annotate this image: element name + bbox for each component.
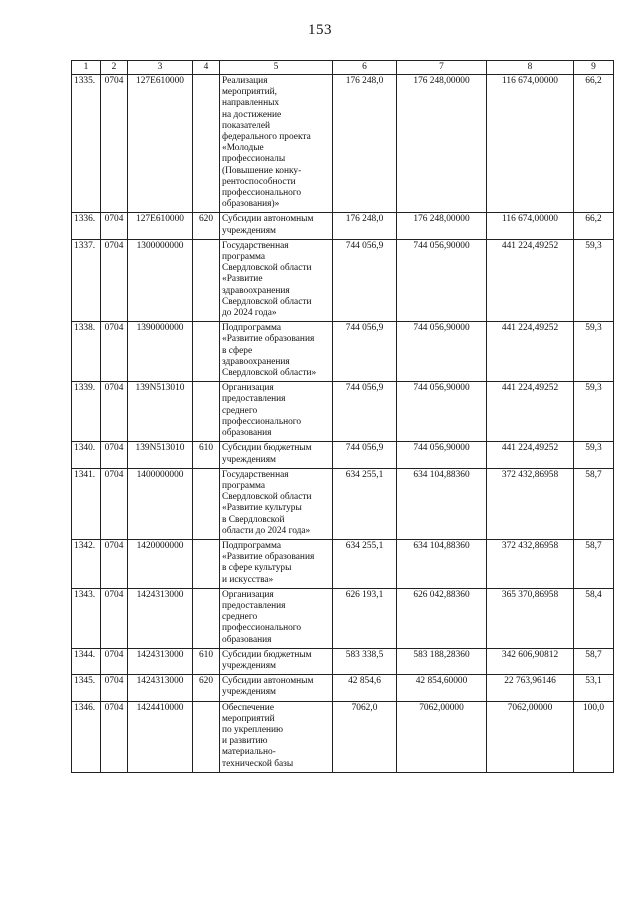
target-article-code: 1390000000 [128,322,193,382]
section-code: 0704 [101,322,128,382]
expense-type-code [193,539,220,588]
item-name: Государственная программа Свердловской области «Развитие культуры в Свердловской области до 2024 года» [220,468,333,539]
executed-amount: 365 370,86958 [487,588,574,648]
expense-type-code [193,239,220,321]
row-number: 1344. [72,648,101,674]
item-name: Государственная программа Свердловской области «Развитие здравоохранения Свердловской области до 2024 года» [220,239,333,321]
execution-percent: 59,3 [574,239,614,321]
approved-amount: 744 056,9 [333,239,397,321]
row-number: 1346. [72,701,101,772]
executed-amount: 441 224,49252 [487,382,574,442]
approved-amount: 744 056,9 [333,322,397,382]
table-row [72,588,614,648]
target-article-code: 139N513010 [128,442,193,468]
section-code: 0704 [101,213,128,239]
item-name: Субсидии автономным учреждениям [220,213,333,239]
item-name: Субсидии бюджетным учреждениям [220,648,333,674]
approved-amount: 42 854,6 [333,675,397,701]
column-header-7: 7 [397,61,487,75]
table-row [72,322,614,382]
item-name: Реализация мероприятий, направленных на достижение показателей федерального проекта «Молодые профессионалы (Повышение конку- рентоспособности профессионального образования)» [220,75,333,213]
execution-percent: 58,4 [574,588,614,648]
column-header-6: 6 [333,61,397,75]
target-article-code: 1424410000 [128,701,193,772]
table-row [72,239,614,321]
expense-type-code [193,701,220,772]
budget-allocation: 583 188,28360 [397,648,487,674]
execution-percent: 58,7 [574,468,614,539]
target-article-code: 1424313000 [128,675,193,701]
target-article-code: 127E610000 [128,75,193,213]
page-number: 153 [308,22,332,38]
section-code: 0704 [101,539,128,588]
table-row [72,468,614,539]
section-code: 0704 [101,75,128,213]
execution-percent: 59,3 [574,322,614,382]
executed-amount: 342 606,90812 [487,648,574,674]
section-code: 0704 [101,442,128,468]
section-code: 0704 [101,648,128,674]
budget-allocation: 176 248,00000 [397,75,487,213]
item-name: Организация предоставления среднего профессионального образования [220,588,333,648]
expense-type-code: 620 [193,675,220,701]
column-header-3: 3 [128,61,193,75]
expense-type-code [193,468,220,539]
item-name: Подпрограмма «Развитие образования в сфере здравоохранения Свердловской области» [220,322,333,382]
row-number: 1340. [72,442,101,468]
approved-amount: 744 056,9 [333,382,397,442]
budget-allocation: 626 042,88360 [397,588,487,648]
table-row [72,675,614,701]
column-header-2: 2 [101,61,128,75]
target-article-code: 1300000000 [128,239,193,321]
execution-percent: 66,2 [574,75,614,213]
execution-percent: 53,1 [574,675,614,701]
executed-amount: 372 432,86958 [487,539,574,588]
column-header-5: 5 [220,61,333,75]
row-number: 1341. [72,468,101,539]
row-number: 1337. [72,239,101,321]
item-name: Организация предоставления среднего профессионального образования [220,382,333,442]
budget-allocation: 744 056,90000 [397,322,487,382]
target-article-code: 139N513010 [128,382,193,442]
execution-percent: 58,7 [574,648,614,674]
table-row [72,442,614,468]
expense-type-code: 610 [193,442,220,468]
execution-percent: 58,7 [574,539,614,588]
budget-allocation: 634 104,88360 [397,468,487,539]
column-header-9: 9 [574,61,614,75]
expense-type-code: 610 [193,648,220,674]
row-number: 1336. [72,213,101,239]
row-number: 1338. [72,322,101,382]
approved-amount: 176 248,0 [333,75,397,213]
expense-type-code [193,322,220,382]
executed-amount: 441 224,49252 [487,442,574,468]
approved-amount: 634 255,1 [333,539,397,588]
budget-table [71,60,614,773]
executed-amount: 441 224,49252 [487,239,574,321]
column-header-8: 8 [487,61,574,75]
table-row [72,75,614,213]
row-number: 1345. [72,675,101,701]
item-name: Субсидии автономным учреждениям [220,675,333,701]
section-code: 0704 [101,468,128,539]
section-code: 0704 [101,675,128,701]
approved-amount: 583 338,5 [333,648,397,674]
column-header-4: 4 [193,61,220,75]
target-article-code: 1420000000 [128,539,193,588]
target-article-code: 1400000000 [128,468,193,539]
execution-percent: 100,0 [574,701,614,772]
approved-amount: 744 056,9 [333,442,397,468]
executed-amount: 372 432,86958 [487,468,574,539]
approved-amount: 176 248,0 [333,213,397,239]
expense-type-code [193,382,220,442]
table-row [72,648,614,674]
row-number: 1335. [72,75,101,213]
table-row [72,382,614,442]
row-number: 1339. [72,382,101,442]
executed-amount: 441 224,49252 [487,322,574,382]
executed-amount: 7062,00000 [487,701,574,772]
budget-allocation: 744 056,90000 [397,382,487,442]
table-row [72,701,614,772]
budget-allocation: 176 248,00000 [397,213,487,239]
budget-allocation: 42 854,60000 [397,675,487,701]
executed-amount: 22 763,96146 [487,675,574,701]
executed-amount: 116 674,00000 [487,75,574,213]
approved-amount: 626 193,1 [333,588,397,648]
budget-allocation: 744 056,90000 [397,239,487,321]
execution-percent: 59,3 [574,382,614,442]
header-row [72,61,614,75]
budget-allocation: 634 104,88360 [397,539,487,588]
row-number: 1343. [72,588,101,648]
item-name: Подпрограмма «Развитие образования в сфере культуры и искусства» [220,539,333,588]
table-row [72,213,614,239]
budget-allocation: 7062,00000 [397,701,487,772]
item-name: Субсидии бюджетным учреждениям [220,442,333,468]
row-number: 1342. [72,539,101,588]
section-code: 0704 [101,382,128,442]
budget-allocation: 744 056,90000 [397,442,487,468]
executed-amount: 116 674,00000 [487,213,574,239]
target-article-code: 1424313000 [128,588,193,648]
section-code: 0704 [101,588,128,648]
target-article-code: 127E610000 [128,213,193,239]
section-code: 0704 [101,701,128,772]
item-name: Обеспечение мероприятий по укреплению и развитию материально- технической базы [220,701,333,772]
approved-amount: 634 255,1 [333,468,397,539]
execution-percent: 59,3 [574,442,614,468]
execution-percent: 66,2 [574,213,614,239]
column-header-1: 1 [72,61,101,75]
expense-type-code [193,588,220,648]
expense-type-code [193,75,220,213]
table-row [72,539,614,588]
section-code: 0704 [101,239,128,321]
expense-type-code: 620 [193,213,220,239]
target-article-code: 1424313000 [128,648,193,674]
approved-amount: 7062,0 [333,701,397,772]
